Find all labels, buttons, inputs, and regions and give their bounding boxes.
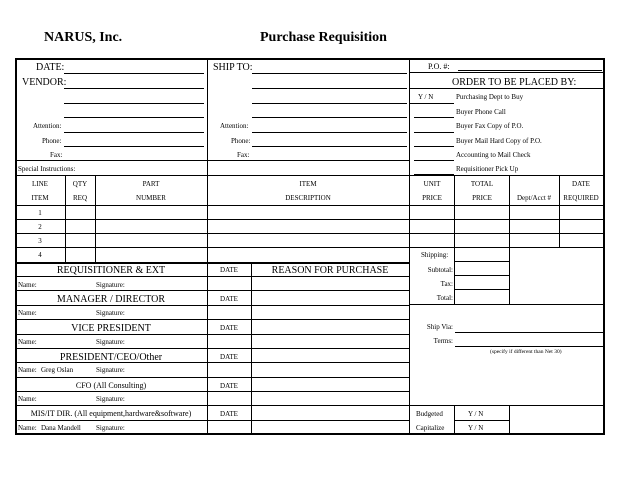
capitalize-label: Capitalize xyxy=(416,424,445,432)
order-option-fax: Buyer Fax Copy of P.O. xyxy=(456,122,524,130)
signature-label: Signature: xyxy=(96,366,125,374)
form-title: Purchase Requisition xyxy=(260,30,387,45)
order-header: ORDER TO BE PLACED BY: xyxy=(452,77,577,88)
ship-to-line-1[interactable] xyxy=(252,73,407,74)
approver-title: VICE PRESIDENT xyxy=(71,323,151,334)
name-label: Name: xyxy=(18,309,37,317)
order-check-2[interactable] xyxy=(414,117,454,118)
col-qty-sub: REQ xyxy=(73,194,87,202)
vendor-label: VENDOR: xyxy=(22,77,67,88)
col-line-header: LINE xyxy=(32,180,48,188)
name-label: Name: xyxy=(18,366,37,374)
order-option-check: Accounting to Mail Check xyxy=(456,151,531,159)
yn-label: Y / N xyxy=(418,93,434,101)
line-number: 2 xyxy=(38,223,42,231)
phone-label: Phone: xyxy=(42,137,62,145)
col-dept-header: Dept/Acct # xyxy=(516,194,552,202)
reason-for-purchase-label: REASON FOR PURCHASE xyxy=(271,265,389,276)
approval-date-label: DATE xyxy=(220,324,238,332)
col-unit-header: UNIT xyxy=(423,180,441,188)
line-number: 3 xyxy=(38,237,42,245)
order-option-phone: Buyer Phone Call xyxy=(456,108,506,116)
approval-date-label: DATE xyxy=(220,382,238,390)
budgeted-label: Budgeted xyxy=(416,410,443,418)
terms-field[interactable] xyxy=(455,346,603,347)
company-name: NARUS, Inc. xyxy=(44,30,123,45)
order-check-3[interactable] xyxy=(414,132,454,133)
date-label: DATE: xyxy=(36,62,65,73)
approver-name: Dana Mandell xyxy=(41,424,81,432)
approver-title: MIS/IT DIR. (All equipment,hardware&software) xyxy=(30,409,192,418)
col-date-header: DATE xyxy=(572,180,590,188)
ship-to-label: SHIP TO: xyxy=(213,62,253,73)
line-number: 4 xyxy=(38,251,42,259)
col-unit-sub: PRICE xyxy=(422,194,442,202)
signature-label: Signature: xyxy=(96,424,125,432)
col-part-sub: NUMBER xyxy=(136,194,166,202)
order-check-5[interactable] xyxy=(414,160,454,161)
ship-to-line-4[interactable] xyxy=(252,117,407,118)
col-required-sub: REQUIRED xyxy=(563,194,599,202)
shipping-label: Shipping: xyxy=(421,251,449,259)
ship-phone-field[interactable] xyxy=(252,146,407,147)
vendor-line-2[interactable] xyxy=(64,103,204,104)
ship-fax-field[interactable] xyxy=(252,160,407,161)
terms-note: (specify if different than Net 30) xyxy=(490,349,562,355)
name-label: Name: xyxy=(18,424,37,432)
col-item-header: ITEM xyxy=(299,180,317,188)
order-option-purchasing: Purchasing Dept to Buy xyxy=(456,93,524,101)
name-label: Name: xyxy=(18,395,37,403)
col-qty-header: QTY xyxy=(72,180,88,188)
capitalize-yn[interactable]: Y / N xyxy=(468,424,484,432)
name-label: Name: xyxy=(18,338,37,346)
order-check-6[interactable] xyxy=(414,174,454,175)
col-total-header: TOTAL xyxy=(470,180,494,188)
vendor-line-3[interactable] xyxy=(64,117,204,118)
line-number: 1 xyxy=(38,209,42,217)
order-option-pickup: Requisitioner Pick Up xyxy=(456,165,519,173)
order-option-mail: Buyer Mail Hard Copy of P.O. xyxy=(456,137,542,145)
ship-phone-label: Phone: xyxy=(231,137,251,145)
approver-title: MANAGER / DIRECTOR xyxy=(56,294,166,305)
approval-date-label: DATE xyxy=(220,353,238,361)
col-total-sub: PRICE xyxy=(472,194,492,202)
attention-label: Attention: xyxy=(33,122,62,130)
subtotal-field[interactable] xyxy=(455,275,509,276)
subtotal-label: Subtotal: xyxy=(427,266,453,274)
signature-label: Signature: xyxy=(96,309,125,317)
terms-label: Terms: xyxy=(433,337,453,345)
col-line-sub: ITEM xyxy=(31,194,49,202)
fax-field[interactable] xyxy=(64,160,204,161)
approver-title: PRESIDENT/CEO/Other xyxy=(59,352,163,363)
tax-label: Tax: xyxy=(440,280,453,288)
date-field[interactable] xyxy=(64,73,204,74)
ship-to-line-2[interactable] xyxy=(252,88,407,89)
vendor-line-1[interactable] xyxy=(64,88,204,89)
order-check-4[interactable] xyxy=(414,146,454,147)
budgeted-yn[interactable]: Y / N xyxy=(468,410,484,418)
ship-attention-field[interactable] xyxy=(252,132,407,133)
approver-title: CFO (All Consulting) xyxy=(75,381,147,390)
approval-date-label: DATE xyxy=(220,295,238,303)
signature-label: Signature: xyxy=(96,281,125,289)
ship-fax-label: Fax: xyxy=(237,151,250,159)
approver-title: REQUISITIONER & EXT xyxy=(56,265,166,276)
total-label: Total: xyxy=(436,294,453,302)
approval-date-label: DATE xyxy=(220,410,238,418)
po-field[interactable] xyxy=(458,70,602,71)
tax-field[interactable] xyxy=(455,289,509,290)
fax-label: Fax: xyxy=(50,151,63,159)
name-label: Name: xyxy=(18,281,37,289)
attention-field[interactable] xyxy=(64,132,204,133)
signature-label: Signature: xyxy=(96,395,125,403)
order-check-1[interactable] xyxy=(410,103,454,104)
shipping-field[interactable] xyxy=(455,261,509,262)
approver-name: Greg Oslan xyxy=(41,366,74,374)
po-label: P.O. #: xyxy=(428,62,450,71)
col-part-header: PART xyxy=(142,180,160,188)
col-item-sub: DESCRIPTION xyxy=(285,194,331,202)
ship-attention-label: Attention: xyxy=(220,122,249,130)
approval-date-label: DATE xyxy=(220,266,238,274)
phone-field[interactable] xyxy=(64,146,204,147)
signature-label: Signature: xyxy=(96,338,125,346)
special-instructions-label: Special Instructions: xyxy=(18,165,76,173)
ship-via-field[interactable] xyxy=(455,332,603,333)
ship-to-line-3[interactable] xyxy=(252,103,407,104)
ship-via-label: Ship Via: xyxy=(426,323,453,331)
